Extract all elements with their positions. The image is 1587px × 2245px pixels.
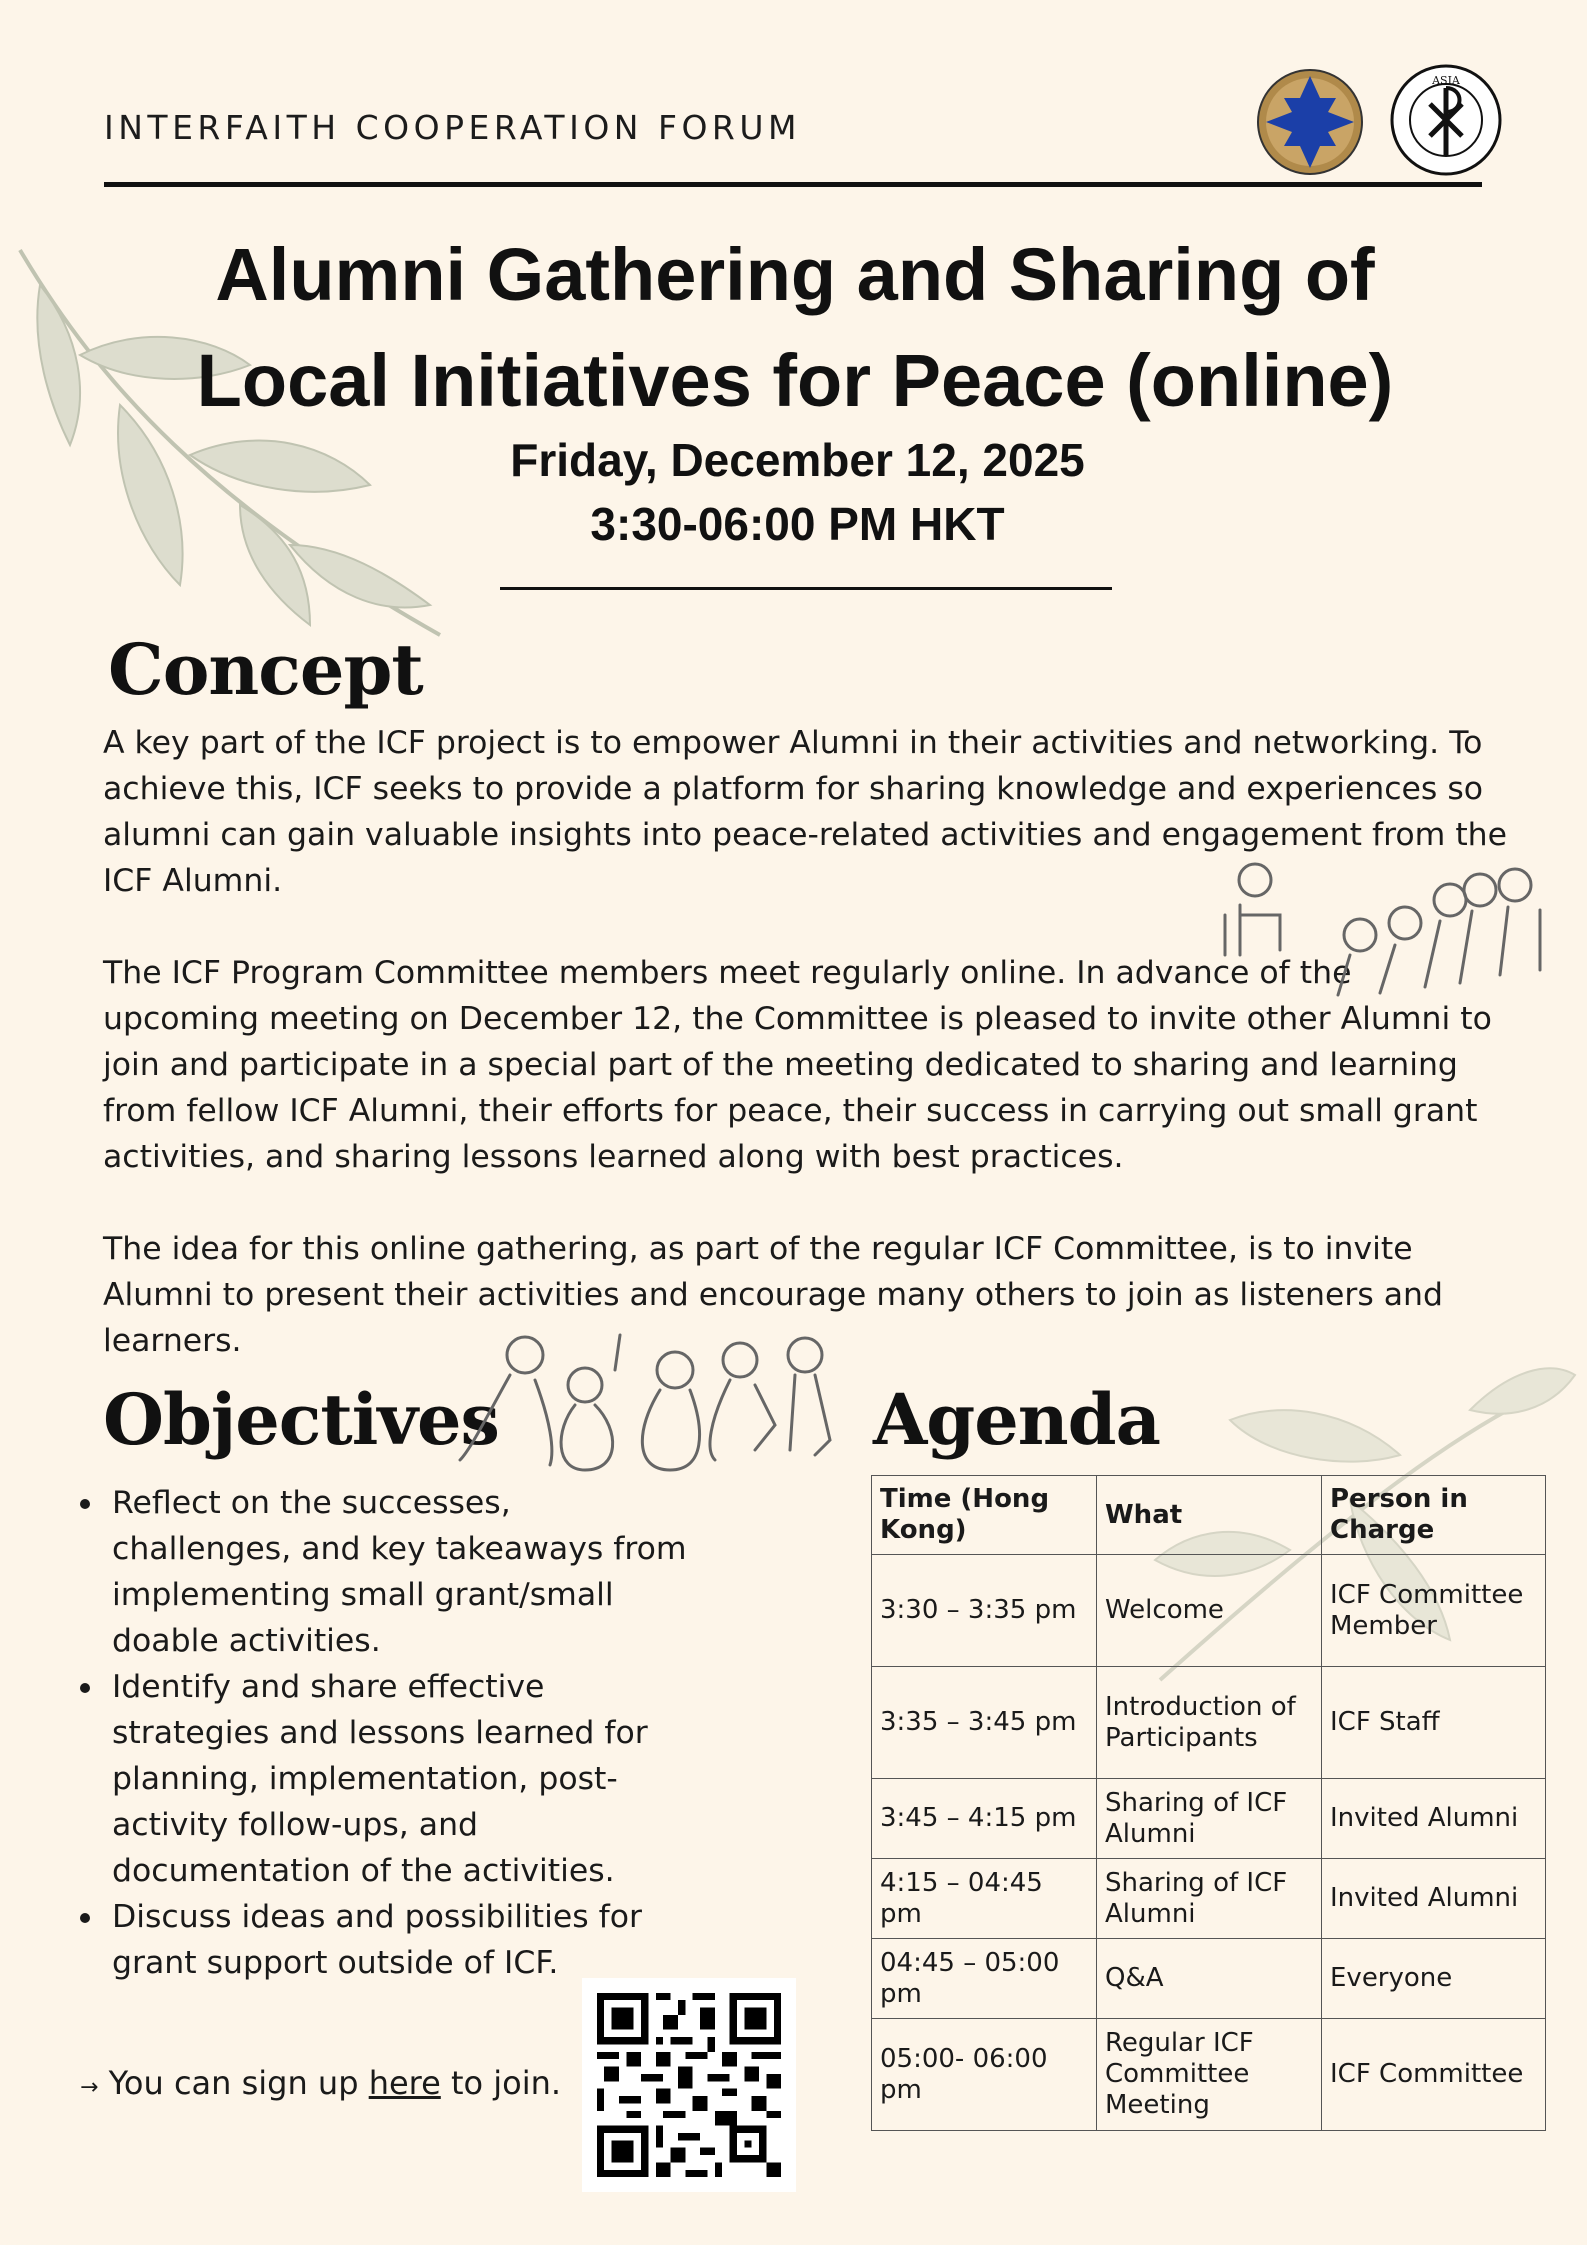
cell-what: Sharing of ICF Alumni — [1097, 1859, 1322, 1939]
audience-sketch-icon — [1210, 855, 1550, 1005]
cell-what: Welcome — [1097, 1555, 1322, 1667]
signup-link[interactable]: here — [368, 2064, 441, 2102]
cell-person: ICF Committee — [1322, 2019, 1546, 2131]
signup-line — [80, 2064, 561, 2102]
cell-time: 04:45 – 05:00 pm — [872, 1939, 1097, 2019]
title-divider — [500, 587, 1112, 590]
signup-prefix: You can sign up — [108, 2064, 359, 2102]
cell-what: Introduction of Participants — [1097, 1667, 1322, 1779]
table-row — [872, 1939, 1546, 2019]
signup-suffix: to join. — [450, 2064, 562, 2102]
cell-person: ICF Staff — [1322, 1667, 1546, 1779]
column-header-what: What — [1097, 1476, 1322, 1555]
org-name: INTERFAITH COOPERATION FORUM — [104, 108, 801, 147]
icf-logo-icon — [1256, 68, 1364, 176]
event-date: Friday, December 12, 2025 — [510, 434, 1085, 486]
cell-person: Everyone — [1322, 1939, 1546, 2019]
concept-paragraph: A key part of the ICF project is to empower Alumni in their activities and networking. To achieve this, ICF seeks to provide a platform for sharing knowledge and experiences so alumni can gain valuable insights into peace-related activities and engagement from the ICF Alumni. — [103, 725, 1508, 899]
arrow-icon: → — [80, 2075, 99, 2100]
list-item: Discuss ideas and possibilities for grant support outside of ICF. — [72, 1894, 692, 1986]
cell-person: Invited Alumni — [1322, 1779, 1546, 1859]
event-time: 3:30-06:00 PM HKT — [590, 498, 1005, 550]
objectives-heading: Objectives — [103, 1378, 499, 1461]
group-discussion-sketch-icon — [455, 1330, 850, 1480]
cell-what: Regular ICF Committee Meeting — [1097, 2019, 1322, 2131]
cell-time: 05:00- 06:00 pm — [872, 2019, 1097, 2131]
table-row — [872, 1859, 1546, 1939]
table-row — [872, 1667, 1546, 1779]
cell-person: Invited Alumni — [1322, 1859, 1546, 1939]
table-row — [872, 1779, 1546, 1859]
list-item: Reflect on the successes, challenges, and key takeaways from implementing small grant/small doable activities. — [72, 1480, 692, 1664]
header-divider — [104, 182, 1482, 187]
concept-paragraph: The idea for this online gathering, as part of the regular ICF Committee, is to invite Alumni to present their activities and encourage many others to join as listeners and learners. — [103, 1231, 1444, 1359]
cell-what: Sharing of ICF Alumni — [1097, 1779, 1322, 1859]
event-datetime — [200, 428, 1395, 556]
concept-body — [103, 720, 1513, 1410]
table-row — [872, 2019, 1546, 2131]
page-title — [60, 222, 1530, 434]
cell-time: 4:15 – 04:45 pm — [872, 1859, 1097, 1939]
cell-time: 3:30 – 3:35 pm — [872, 1555, 1097, 1667]
asia-seal-logo-icon — [1390, 64, 1502, 176]
cell-person: ICF Committee Member — [1322, 1555, 1546, 1667]
qr-code-icon[interactable] — [582, 1978, 796, 2192]
agenda-table — [871, 1475, 1546, 2131]
cell-time: 3:35 – 3:45 pm — [872, 1667, 1097, 1779]
column-header-person: Person in Charge — [1322, 1476, 1546, 1555]
svg-text:ASIA: ASIA — [1432, 74, 1460, 87]
table-row — [872, 1555, 1546, 1667]
cell-what: Q&A — [1097, 1939, 1322, 2019]
objectives-list — [72, 1480, 692, 1986]
concept-paragraph: The ICF Program Committee members meet regularly online. In advance of the upcoming meeting on December 12, the Committee is pleased to invite other Alumni to join and participate in a special part of the meeting dedicated to sharing and learning from fellow ICF Alumni, their efforts for peace, their success in carrying out small grant activities, and sharing lessons learned along with best practices. — [103, 955, 1492, 1175]
agenda-heading: Agenda — [873, 1378, 1160, 1461]
page-title-line-2: Local Initiatives for Peace (online) — [196, 339, 1394, 422]
table-header-row — [872, 1476, 1546, 1555]
concept-heading: Concept — [108, 628, 423, 711]
page-title-line-1: Alumni Gathering and Sharing of — [215, 233, 1375, 316]
list-item: Identify and share effective strategies and lessons learned for planning, implementation, post-activity follow-ups, and documentation of the activities. — [72, 1664, 692, 1894]
cell-time: 3:45 – 4:15 pm — [872, 1779, 1097, 1859]
column-header-time: Time (Hong Kong) — [872, 1476, 1097, 1555]
